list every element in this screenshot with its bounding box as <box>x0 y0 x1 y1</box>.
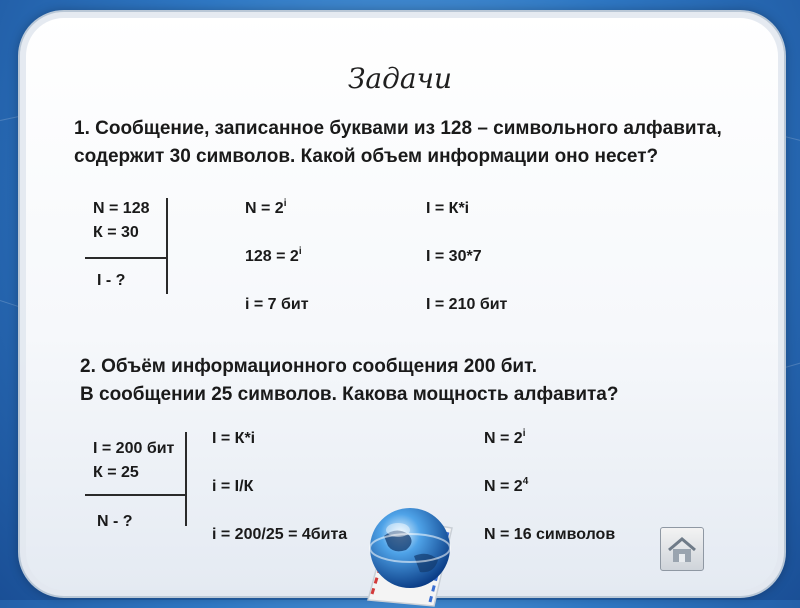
problem1-given-divider <box>166 198 168 294</box>
problem1-statement-line1: 1. Сообщение, записанное буквами из 128 – символьного алфавита, <box>74 118 722 139</box>
problem1-formula-n: $N = 2^i$ <box>245 198 287 217</box>
problem1-formula-i: I = К*i <box>426 200 470 217</box>
problem1-given-k: К = 30 <box>93 224 139 241</box>
problem2-find: N - ? <box>97 513 133 530</box>
problem1-result-i: i = 7 бит <box>245 296 309 313</box>
problem2-given-divider <box>185 432 187 526</box>
slide-title: Задачи <box>347 62 453 95</box>
problem2-formula-small-i: i = I/К <box>212 478 254 495</box>
problem2-result-n: N = 16 символов <box>484 526 616 543</box>
problem1-calc-i: I = 30*7 <box>426 248 482 265</box>
problem2-result-i: i = 200/25 = 4бита <box>212 526 348 543</box>
problem2-given-k: К = 25 <box>93 464 139 481</box>
problem2-formula-n: $N = 2^i$ <box>484 428 526 447</box>
problem1-given-underline <box>85 257 168 259</box>
problem1-find: I - ? <box>97 272 126 289</box>
problem2-formula-i: I = К*i <box>212 430 256 447</box>
home-button[interactable] <box>660 527 704 571</box>
problem2-given-i: I = 200 бит <box>93 440 175 457</box>
problem2-calc-n: $N = 2^4$ <box>484 476 529 495</box>
globe-icon <box>350 488 470 608</box>
problem2-given-underline <box>85 494 187 496</box>
problem2-statement-line2: В сообщении 25 символов. Какова мощность алфавита? <box>80 384 619 405</box>
problem1-result-volume: I = 210 бит <box>426 296 508 313</box>
home-icon <box>661 528 703 570</box>
problem1-statement-line2: содержит 30 символов. Какой объем информации оно несет? <box>74 146 659 167</box>
problem1-given-n: N = 128 <box>93 200 150 217</box>
problem2-statement-line1: 2. Объём информационного сообщения 200 бит. <box>80 356 538 377</box>
problem1-formula-128: $128 = 2^i$ <box>245 246 302 265</box>
